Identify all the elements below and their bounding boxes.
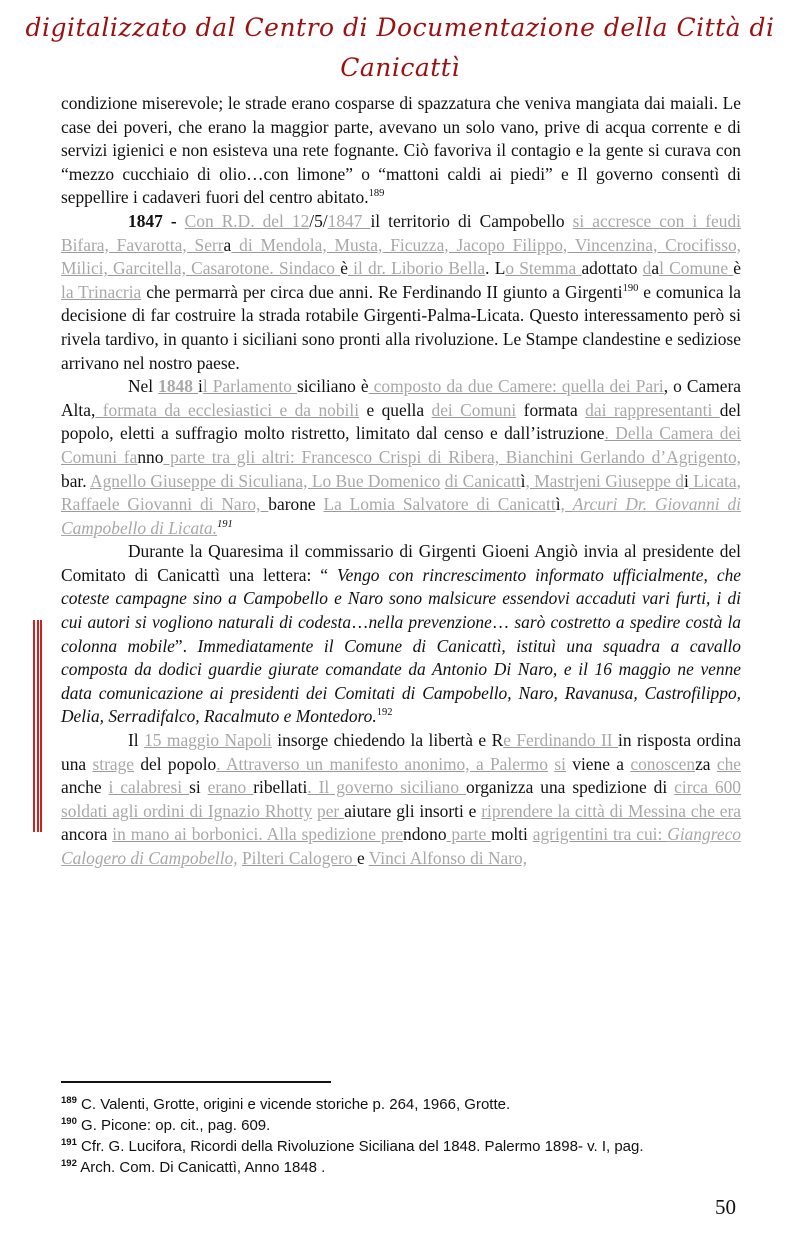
- paragraph-3: Nel 1848 il Parlamento siciliano è composto da due Camere: quella dei Pari, o Camera Alta, formata da ecclesiastici e da nobili e quella dei Comuni formata dai rappresentanti del popolo, eletti a suffragio molto ristretto, limitato dal censo e dall’istruzione. Della Camera dei Comuni fanno parte tra gli altri: Francesco Crispi di Ribera, Bianchini Gerlando d’Agrigento, bar. Agnello Giuseppe di Siculiana, Lo Bue Domenico di Canicattì, Mastrjeni Giuseppe di Licata, Raffaele Giovanni di Naro, barone La Lomia Salvatore di Canicattì, Arcuri Dr. Giovanni di Campobello di Licata.$^{191}$: [61, 376, 742, 538]
- footnote-190: $^{190}$ G. Picone: op. cit., pag. 609.: [61, 1116, 271, 1134]
- body-text: [61, 92, 741, 871]
- footnote-separator: [61, 1081, 331, 1083]
- footnote-191: $^{191}$ Cfr. G. Lucifora, Ricordi della Rivoluzione Siciliana del 1848. Palermo 1898- v. I, pag.: [61, 1137, 644, 1155]
- paragraph-4: Durante la Quaresima il commissario di Girgenti Gioeni Angiò invia al presidente del Comitato di Canicattì una lettera: “ Vengo con rincrescimento informato ufficialmente, che coteste campagne sino a Campobello e Naro sono malsicure essendovi accaduti vari furti, i di cui autori si vogliono naturali di codesta…nella prevenzione… sarò costretto a spedire costà la colonna mobile”. Immediatamente il Comune di Canicattì, istituì una squadra a cavallo composta da dodici guardie giurate comandate da Antonio Di Naro, e il 16 maggio ne venne data comunicazione ai presidenti dei Comitati di Campobello, Naro, Ravanusa, Castrofilippo, Delia, Serradifalco, Racalmuto e Montedoro.$^{192}$: [61, 541, 741, 727]
- digitization-header: digitalizzato dal Centro di Documentazione della Città di Canicattì: [25, 13, 775, 82]
- footnote-ref-192[interactable]: 192: [376, 707, 393, 719]
- footnotes: [61, 1094, 761, 1178]
- footnote-ref-189[interactable]: 189: [368, 188, 385, 200]
- footnote-ref-190[interactable]: 190: [622, 282, 639, 294]
- paragraph-5: Il 15 maggio Napoli insorge chiedendo la libertà e Re Ferdinando II in risposta ordina una strage del popolo. Attraverso un manifesto anonimo, a Palermo si viene a conoscenza che anche i calabresi si erano ribellati. Il governo siciliano organizza una spedizione di circa 600 soldati agli ordini di Ignazio Rhotty per aiutare gli insorti e riprendere la città di Messina che era ancora in mano ai borbonici. Alla spedizione prendono parte molti agrigentini tra cui: Giangreco Calogero di Campobello, Pilteri Calogero e Vinci Alfonso di Naro,: [61, 730, 742, 868]
- footnote-ref-191[interactable]: 191: [217, 518, 233, 530]
- footnote-189: $^{189}$ C. Valenti, Grotte, origini e vicende storiche p. 264, 1966, Grotte.: [61, 1095, 511, 1113]
- footnote-192: $^{192}$ Arch. Com. Di Canicattì, Anno 1848 .: [61, 1158, 326, 1176]
- page-number: 50: [715, 1195, 736, 1219]
- paragraph-2: 1847 - Con R.D. del 12/5/1847 il territorio di Campobello si accresce con i feudi Bifara, Favarotta, Serra di Mendola, Musta, Ficuzza, Jacopo Filippo, Vincenzina, Crocifisso, Milici, Garcitella, Casarotone. Sindaco è il dr. Liborio Bella. Lo Stemma adottato dal Comune è la Trinacria che permarrà per circa due anni. Re Ferdinando II giunto a Girgenti$^{190}$ e comunica la decisione di far costruire la strada rotabile Girgenti-Palma-Licata. Questo interessamento però si rivela tardivo, in quanto i siciliani sono pronti alla rivoluzione. Le Stampe clandestine e sediziose arrivano nel nostro paese.: [61, 210, 742, 373]
- revision-margin-marker: [33, 620, 42, 832]
- paragraph-1: condizione miserevole; le strade erano cosparse di spazzatura che veniva mangiata dai maiali. Le case dei poveri, che erano la maggior parte, avevano un solo vano, prive di acqua corrente e di servizi igienici e non esisteva una rete fognante. Ciò favoriva il contagio e la gente si curava con “mezzo cucchiaio di olio…con limone” o “mattoni caldi ai piedi” e Il governo consentì di seppellire i cadaveri fuori del centro abitato.$^{189}$: [61, 93, 741, 208]
